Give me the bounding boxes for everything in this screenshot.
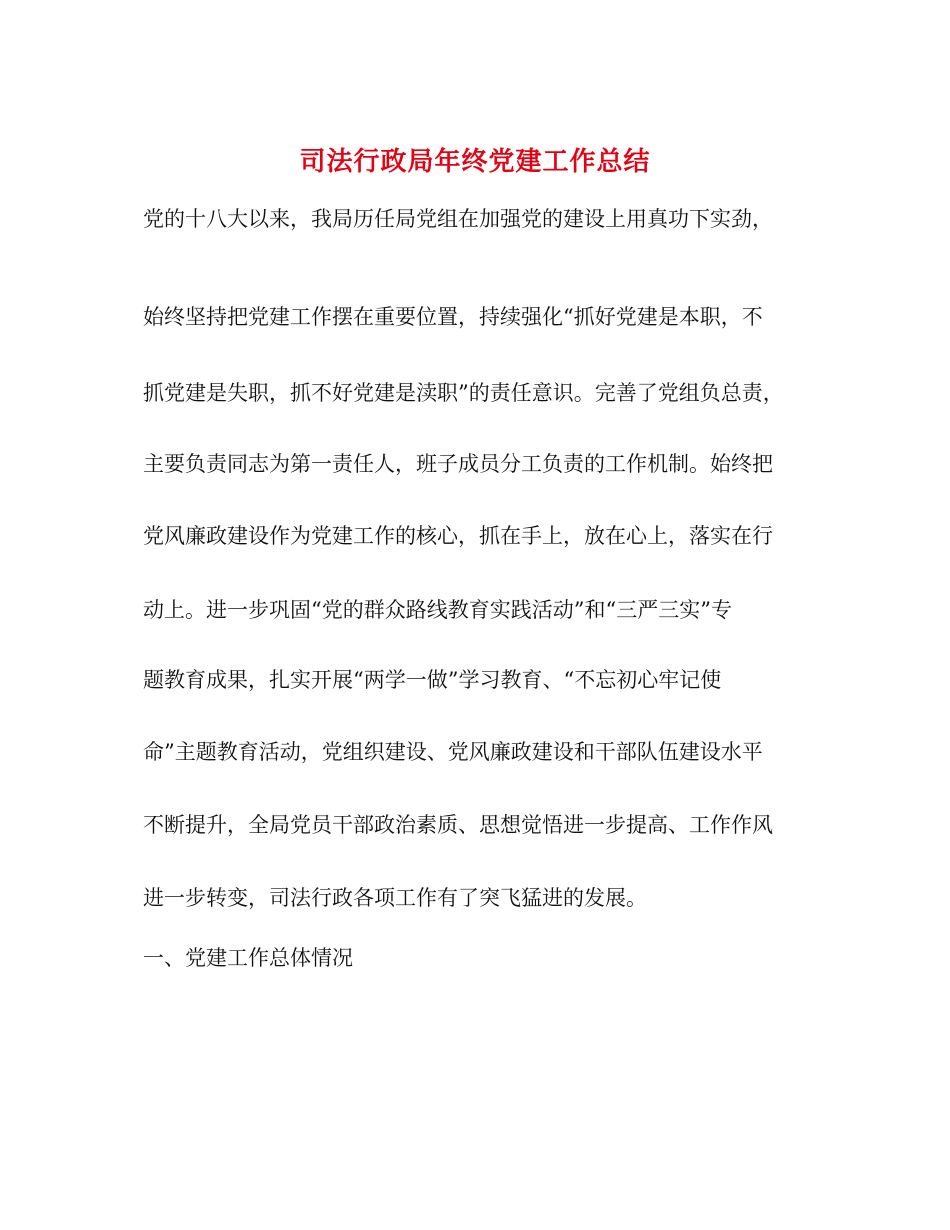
paragraph-line: 主要负责同志为第一责任人，班子成员分工负责的工作机制。始终把 bbox=[143, 452, 773, 476]
paragraph-line: 党风廉政建设作为党建工作的核心，抓在手上，放在心上，落实在行 bbox=[143, 524, 773, 548]
paragraph-line: 始终坚持把党建工作摆在重要位置，持续强化“抓好党建是本职，不 bbox=[143, 305, 763, 329]
paragraph-line: 不断提升，全局党员干部政治素质、思想觉悟进一步提高、工作作风 bbox=[143, 813, 773, 837]
paragraph-line: 命”主题教育活动，党组织建设、党风廉政建设和干部队伍建设水平 bbox=[143, 740, 763, 764]
document-title: 司法行政局年终党建工作总结 bbox=[299, 147, 651, 177]
paragraph-line: 进一步转变，司法行政各项工作有了突飞猛进的发展。 bbox=[143, 886, 647, 910]
paragraph-line: 党的十八大以来，我局历任局党组在加强党的建设上用真功下实劲， bbox=[143, 207, 773, 231]
section-heading: 一、党建工作总体情况 bbox=[143, 946, 353, 970]
paragraph-line: 抓党建是失职，抓不好党建是渎职”的责任意识。完善了党组负总责， bbox=[143, 381, 784, 405]
paragraph-line: 动上。进一步巩固“党的群众路线教育实践活动”和“三严三实”专 bbox=[143, 598, 732, 622]
paragraph-line: 题教育成果，扎实开展“两学一做”学习教育、“不忘初心牢记使 bbox=[143, 668, 722, 692]
